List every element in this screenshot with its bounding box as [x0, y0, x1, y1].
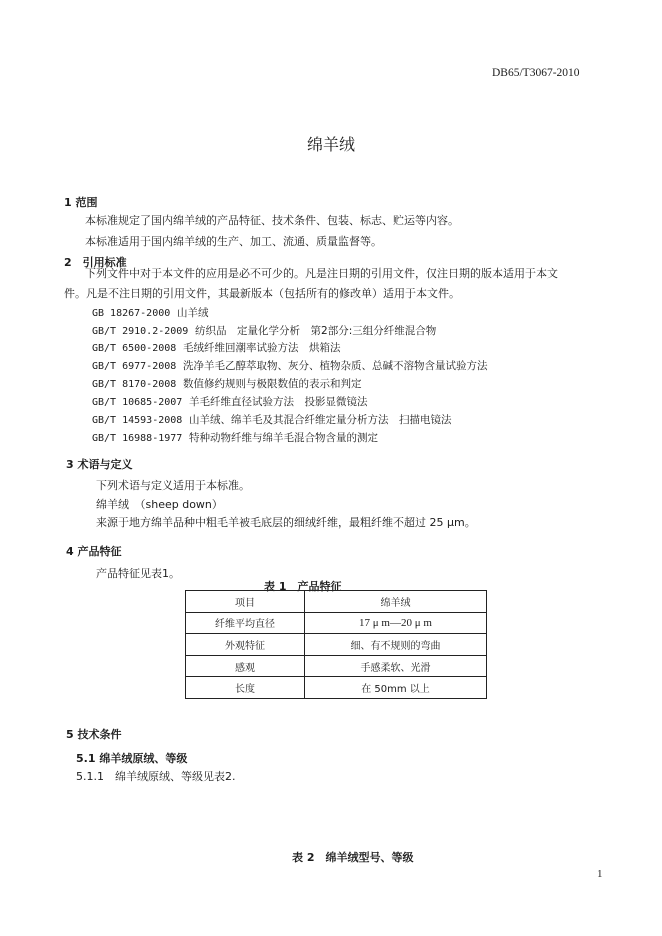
- table-cell: 在 50mm 以上: [305, 677, 487, 699]
- section-1-paragraph-1: 本标准规定了国内绵羊绒的产品特征、技术条件、包装、标志、贮运等内容。: [85, 214, 459, 227]
- table-row: [186, 677, 487, 699]
- table-header-cell: 绵羊绒: [305, 591, 487, 613]
- reference-title: 洗净羊毛乙醇萃取物、灰分、植物杂质、总碱不溶物含量试验方法: [182, 360, 488, 372]
- table-cell: 17 μ m—20 μ m: [305, 612, 487, 634]
- document-code: DB65/T3067-2010: [492, 67, 580, 79]
- reference-code: GB/T 14593-2008: [92, 415, 183, 426]
- reference-title: 纺织品 定量化学分析 第2部分:三组分纤维混合物: [195, 325, 437, 337]
- reference-title: 毛绒纤维回潮率试验方法 烘箱法: [182, 342, 341, 354]
- table-row: [186, 655, 487, 677]
- reference-code: GB/T 16988-1977: [92, 433, 183, 444]
- section-2-heading: 2 引用标准: [64, 256, 127, 269]
- reference-code: GB/T 6500-2008: [92, 343, 177, 354]
- term-name: 绵羊绒 （sheep down）: [96, 498, 223, 511]
- reference-title: 羊毛纤维直径试验方法 投影显微镜法: [189, 396, 368, 408]
- reference-code: GB 18267-2000: [92, 308, 171, 319]
- table-cell: 感观: [186, 655, 305, 677]
- section-3-paragraph: 下列术语与定义适用于本标准。: [96, 479, 250, 492]
- reference-title: 山羊绒、绵羊毛及其混合纤维定量分析方法 扫描电镜法: [189, 414, 452, 426]
- table-cell: 外观特征: [186, 634, 305, 656]
- section-1-heading: 1 范围: [64, 196, 98, 209]
- reference-item: [92, 376, 361, 391]
- table-header-row: [186, 591, 487, 613]
- reference-code: GB/T 8170-2008: [92, 379, 177, 390]
- section-3-heading: 3 术语与定义: [66, 458, 133, 471]
- table-2-caption: 表 2 绵羊绒型号、等级: [292, 851, 414, 864]
- table-row: [186, 612, 487, 634]
- reference-item: [92, 323, 436, 338]
- section-5-1-heading: 5.1 绵羊绒原绒、等级: [76, 752, 188, 765]
- reference-item: [92, 340, 340, 355]
- table-header-cell: 项目: [186, 591, 305, 613]
- section-2-paragraph-line-2: 件。凡是不注日期的引用文件，其最新版本（包括所有的修改单）适用于本文件。: [64, 287, 460, 300]
- table-1-caption: 表 1 产品特征: [264, 580, 342, 593]
- section-2-paragraph-line-1: 下列文件中对于本文件的应用是必不可少的。凡是注日期的引用文件，仅注日期的版本适用于本文: [85, 267, 558, 280]
- reference-item: [92, 305, 208, 320]
- table-cell: 纤维平均直径: [186, 612, 305, 634]
- table-cell: 长度: [186, 677, 305, 699]
- reference-item: [92, 412, 452, 427]
- reference-item: [92, 430, 378, 445]
- term-definition: 来源于地方绵羊品种中粗毛羊被毛底层的细绒纤维，最粗纤维不超过 25 μm。: [96, 516, 476, 529]
- reference-item: [92, 394, 368, 409]
- reference-code: GB/T 10685-2007: [92, 397, 183, 408]
- section-5-heading: 5 技术条件: [66, 728, 122, 741]
- product-characteristics-table: [185, 590, 487, 699]
- reference-title: 特种动物纤维与绵羊毛混合物含量的测定: [189, 432, 378, 444]
- section-1-paragraph-2: 本标准适用于国内绵羊绒的生产、加工、流通、质量监督等。: [85, 235, 382, 248]
- reference-code: GB/T 6977-2008: [92, 361, 177, 372]
- reference-item: [92, 358, 487, 373]
- reference-title: 山羊绒: [176, 307, 209, 319]
- table-cell: 手感柔软、光滑: [305, 655, 487, 677]
- document-title: 绵羊绒: [306, 135, 355, 154]
- table-row: [186, 634, 487, 656]
- reference-title: 数值修约规则与极限数值的表示和判定: [182, 378, 362, 390]
- reference-code: GB/T 2910.2-2009: [92, 326, 189, 337]
- page-number: 1: [597, 868, 603, 880]
- table-cell: 细、有不规则的弯曲: [305, 634, 487, 656]
- section-4-heading: 4 产品特征: [66, 545, 122, 558]
- clause-5-1-1: 5.1.1 绵羊绒原绒、等级见表2.: [76, 770, 236, 783]
- section-4-paragraph: 产品特征见表1。: [96, 567, 180, 580]
